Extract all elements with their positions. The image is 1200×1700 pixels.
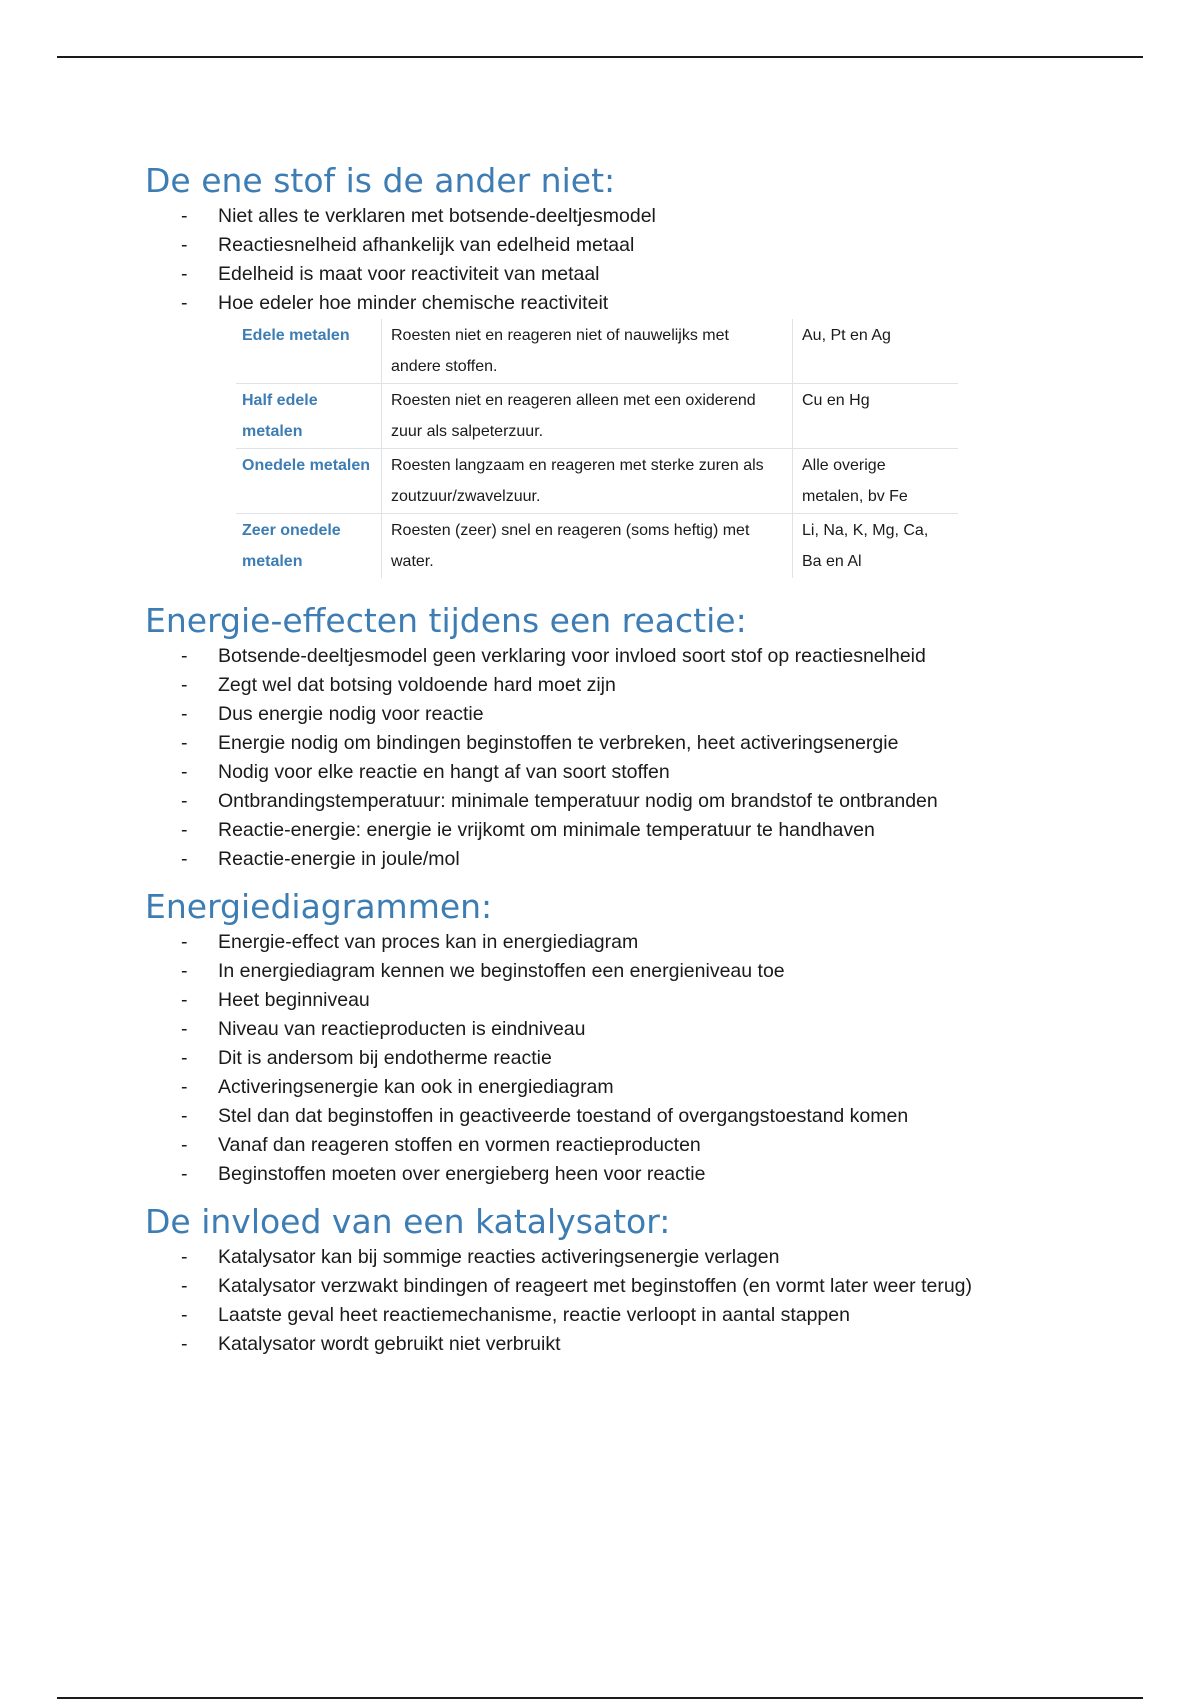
metal-category: Edele metalen [236,319,382,384]
dash-marker: - [181,1105,188,1127]
metals-table [236,319,958,578]
list-item: - Niveau van reactieproducten is eindniveau [145,1015,1075,1044]
bullet-list [145,1243,1075,1359]
dash-marker: - [181,263,188,285]
list-item: - Dus energie nodig voor reactie [145,700,1075,729]
dash-marker: - [181,205,188,227]
metal-description: Roesten niet en reageren niet of nauwelijks met andere stoffen. [382,319,793,384]
footer-rule [57,1697,1143,1699]
table-row [236,319,958,384]
bullet-list [145,642,1075,874]
list-item: - Hoe edeler hoe minder chemische reactiviteit [145,289,1075,318]
list-item: - Beginstoffen moeten over energieberg heen voor reactie [145,1160,1075,1189]
dash-marker: - [181,1333,188,1355]
list-item: - Niet alles te verklaren met botsende-deeltjesmodel [145,202,1075,231]
section-heading: Energiediagrammen: [145,887,493,926]
list-item: - Energie nodig om bindingen beginstoffen te verbreken, heet activeringsenergie [145,729,1075,758]
list-item: - Katalysator wordt gebruikt niet verbruikt [145,1330,1075,1359]
list-item: - Nodig voor elke reactie en hangt af van soort stoffen [145,758,1075,787]
section-heading: Energie-effecten tijdens een reactie: [145,601,747,640]
section-heading: De ene stof is de ander niet: [145,161,616,200]
dash-marker: - [181,931,188,953]
list-item: - Katalysator verzwakt bindingen of reageert met beginstoffen (en vormt later weer terug) [145,1272,1075,1301]
list-item: - Energie-effect van proces kan in energiediagram [145,928,1075,957]
list-item: - Botsende-deeltjesmodel geen verklaring voor invloed soort stof op reactiesnelheid [145,642,1075,671]
list-item: - Zegt wel dat botsing voldoende hard moet zijn [145,671,1075,700]
dash-marker: - [181,732,188,754]
list-item: - Dit is andersom bij endotherme reactie [145,1044,1075,1073]
list-item: - Activeringsenergie kan ook in energiediagram [145,1073,1075,1102]
table-row [236,449,958,514]
list-item: - Katalysator kan bij sommige reacties activeringsenergie verlagen [145,1243,1075,1272]
metal-description: Roesten niet en reageren alleen met een oxiderend zuur als salpeterzuur. [382,384,793,449]
list-item: - Reactie-energie: energie ie vrijkomt om minimale temperatuur te handhaven [145,816,1075,845]
section-heading: De invloed van een katalysator: [145,1202,671,1241]
dash-marker: - [181,1246,188,1268]
list-item: - Ontbrandingstemperatuur: minimale temperatuur nodig om brandstof te ontbranden [145,787,1075,816]
dash-marker: - [181,645,188,667]
header-rule [57,56,1143,58]
dash-marker: - [181,234,188,256]
metal-category: Zeer onedele metalen [236,514,382,579]
dash-marker: - [181,1076,188,1098]
metal-examples: Li, Na, K, Mg, Ca, Ba en Al [793,514,959,579]
list-item: - Heet beginniveau [145,986,1075,1015]
dash-marker: - [181,989,188,1011]
dash-marker: - [181,1163,188,1185]
metal-category: Half edele metalen [236,384,382,449]
dash-marker: - [181,1018,188,1040]
metal-examples: Cu en Hg [793,384,959,449]
list-item: - Reactie-energie in joule/mol [145,845,1075,874]
list-item: - Stel dan dat beginstoffen in geactiveerde toestand of overgangstoestand komen [145,1102,1075,1131]
dash-marker: - [181,292,188,314]
dash-marker: - [181,1275,188,1297]
list-item: - Reactiesnelheid afhankelijk van edelheid metaal [145,231,1075,260]
dash-marker: - [181,674,188,696]
document-body [145,160,1075,1371]
dash-marker: - [181,819,188,841]
table-row [236,384,958,449]
metal-category: Onedele metalen [236,449,382,514]
dash-marker: - [181,848,188,870]
dash-marker: - [181,790,188,812]
dash-marker: - [181,1134,188,1156]
list-item: - In energiediagram kennen we beginstoffen een energieniveau toe [145,957,1075,986]
bullet-list [145,928,1075,1189]
table-row [236,514,958,579]
dash-marker: - [181,761,188,783]
metal-examples: Alle overige metalen, bv Fe [793,449,959,514]
dash-marker: - [181,1047,188,1069]
metal-description: Roesten (zeer) snel en reageren (soms heftig) met water. [382,514,793,579]
metal-examples: Au, Pt en Ag [793,319,959,384]
list-item: - Vanaf dan reageren stoffen en vormen reactieproducten [145,1131,1075,1160]
metal-description: Roesten langzaam en reageren met sterke zuren als zoutzuur/zwavelzuur. [382,449,793,514]
dash-marker: - [181,1304,188,1326]
list-item: - Laatste geval heet reactiemechanisme, reactie verloopt in aantal stappen [145,1301,1075,1330]
dash-marker: - [181,703,188,725]
list-item: - Edelheid is maat voor reactiviteit van metaal [145,260,1075,289]
dash-marker: - [181,960,188,982]
bullet-list [145,202,1075,318]
